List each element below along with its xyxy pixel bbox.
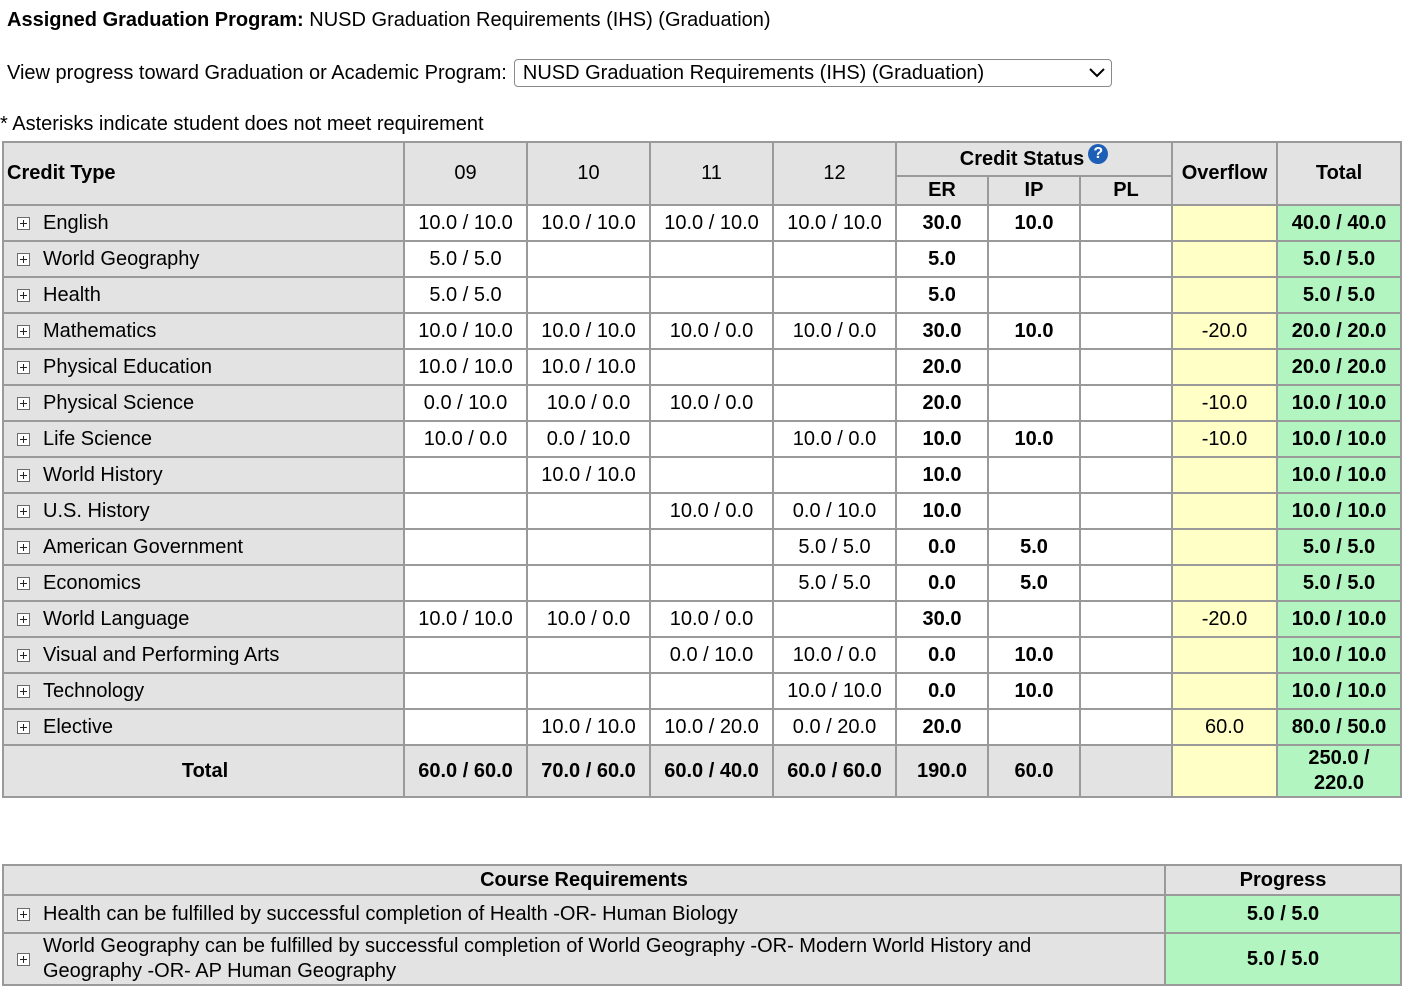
cell-overflow: -10.0 xyxy=(1172,385,1277,421)
cell-g11: 10.0 / 0.0 xyxy=(650,601,773,637)
credit-row xyxy=(3,241,1401,277)
cell-overflow xyxy=(1172,349,1277,385)
cell-g09 xyxy=(404,637,527,673)
cell-g11: 10.0 / 10.0 xyxy=(650,205,773,241)
cell-ip xyxy=(988,709,1080,745)
cell-g11 xyxy=(650,457,773,493)
course-requirements-table xyxy=(2,864,1402,986)
header-ip: IP xyxy=(988,176,1080,205)
plus-box-icon[interactable] xyxy=(17,469,30,482)
credit-type-label: Mathematics xyxy=(43,319,157,342)
cell-ip xyxy=(988,241,1080,277)
credit-row xyxy=(3,349,1401,385)
program-select-value: NUSD Graduation Requirements (IHS) (Graduation) xyxy=(522,61,985,84)
cell-total: 80.0 / 50.0 xyxy=(1277,709,1401,745)
cell-pl xyxy=(1080,565,1172,601)
cell-g12: 10.0 / 0.0 xyxy=(773,637,896,673)
cell-g12 xyxy=(773,385,896,421)
cell-g12: 0.0 / 20.0 xyxy=(773,709,896,745)
cell-g11: 10.0 / 0.0 xyxy=(650,385,773,421)
cell-total: 20.0 / 20.0 xyxy=(1277,349,1401,385)
course-requirement-text-line2: Geography -OR- AP Human Geography xyxy=(43,960,397,982)
plus-box-icon[interactable] xyxy=(17,433,30,446)
total-total-line1: 250.0 / xyxy=(1308,747,1370,769)
cell-g10: 0.0 / 10.0 xyxy=(527,421,650,457)
cell-g10: 10.0 / 10.0 xyxy=(527,709,650,745)
cell-g10 xyxy=(527,673,650,709)
cell-overflow xyxy=(1172,673,1277,709)
credit-type-label: Technology xyxy=(43,679,145,702)
question-circle-icon[interactable]: ? xyxy=(1088,144,1108,164)
credit-row xyxy=(3,205,1401,241)
cell-overflow xyxy=(1172,529,1277,565)
cell-ip xyxy=(988,493,1080,529)
credit-type-label: World Language xyxy=(43,607,190,630)
course-requirement-progress: 5.0 / 5.0 xyxy=(1165,895,1401,933)
header-credit-status xyxy=(896,142,1172,176)
cell-g12: 10.0 / 0.0 xyxy=(773,421,896,457)
credit-type-label: World Geography xyxy=(43,247,200,270)
course-requirement-cell xyxy=(3,933,1165,985)
plus-box-icon[interactable] xyxy=(17,289,30,302)
cell-er: 10.0 xyxy=(896,457,988,493)
cell-ip: 10.0 xyxy=(988,673,1080,709)
credit-type-cell xyxy=(3,529,404,565)
cell-overflow: 60.0 xyxy=(1172,709,1277,745)
cell-g12: 0.0 / 10.0 xyxy=(773,493,896,529)
header-grade-09: 09 xyxy=(404,142,527,205)
credit-type-cell xyxy=(3,385,404,421)
cell-g12: 5.0 / 5.0 xyxy=(773,565,896,601)
credit-type-label: Visual and Performing Arts xyxy=(43,643,280,666)
credit-type-label: Economics xyxy=(43,571,141,594)
cell-pl xyxy=(1080,457,1172,493)
total-g12: 60.0 / 60.0 xyxy=(773,745,896,797)
total-total xyxy=(1277,745,1401,797)
cell-g12 xyxy=(773,241,896,277)
credit-type-label: Physical Science xyxy=(43,391,195,414)
plus-box-icon[interactable] xyxy=(17,908,30,921)
cell-total: 40.0 / 40.0 xyxy=(1277,205,1401,241)
cell-overflow xyxy=(1172,493,1277,529)
cell-overflow: -20.0 xyxy=(1172,601,1277,637)
cell-er: 5.0 xyxy=(896,241,988,277)
cell-er: 0.0 xyxy=(896,637,988,673)
header-course-requirements: Course Requirements xyxy=(3,865,1165,895)
cell-g10: 10.0 / 10.0 xyxy=(527,349,650,385)
cell-overflow xyxy=(1172,565,1277,601)
plus-box-icon[interactable] xyxy=(17,361,30,374)
cell-g09: 10.0 / 10.0 xyxy=(404,313,527,349)
cell-overflow: -20.0 xyxy=(1172,313,1277,349)
cell-g09 xyxy=(404,529,527,565)
cell-g11: 10.0 / 20.0 xyxy=(650,709,773,745)
plus-box-icon[interactable] xyxy=(17,577,30,590)
cell-g12 xyxy=(773,457,896,493)
cell-g11 xyxy=(650,277,773,313)
cell-pl xyxy=(1080,241,1172,277)
cell-g09: 10.0 / 10.0 xyxy=(404,205,527,241)
cell-pl xyxy=(1080,277,1172,313)
cell-g09 xyxy=(404,565,527,601)
total-g10: 70.0 / 60.0 xyxy=(527,745,650,797)
header-grade-11: 11 xyxy=(650,142,773,205)
cell-pl xyxy=(1080,313,1172,349)
cell-er: 30.0 xyxy=(896,313,988,349)
credit-row xyxy=(3,673,1401,709)
course-requirement-row xyxy=(3,895,1401,933)
credit-row xyxy=(3,493,1401,529)
cell-total: 10.0 / 10.0 xyxy=(1277,457,1401,493)
cell-g09 xyxy=(404,457,527,493)
credit-row xyxy=(3,637,1401,673)
cell-g09: 5.0 / 5.0 xyxy=(404,277,527,313)
cell-g10 xyxy=(527,565,650,601)
credit-type-label: World History xyxy=(43,463,163,486)
cell-g11 xyxy=(650,673,773,709)
cell-er: 5.0 xyxy=(896,277,988,313)
plus-box-icon[interactable] xyxy=(17,685,30,698)
cell-er: 20.0 xyxy=(896,349,988,385)
plus-box-icon[interactable] xyxy=(17,505,30,518)
credit-type-cell xyxy=(3,601,404,637)
cell-ip: 10.0 xyxy=(988,313,1080,349)
cell-g09: 10.0 / 0.0 xyxy=(404,421,527,457)
credit-row xyxy=(3,277,1401,313)
cell-g10: 10.0 / 0.0 xyxy=(527,601,650,637)
cell-g12: 5.0 / 5.0 xyxy=(773,529,896,565)
credit-row xyxy=(3,709,1401,745)
cell-total: 10.0 / 10.0 xyxy=(1277,601,1401,637)
cell-total: 5.0 / 5.0 xyxy=(1277,241,1401,277)
cell-pl xyxy=(1080,385,1172,421)
cell-g09 xyxy=(404,673,527,709)
cell-total: 5.0 / 5.0 xyxy=(1277,277,1401,313)
cell-total: 5.0 / 5.0 xyxy=(1277,529,1401,565)
cell-g11 xyxy=(650,421,773,457)
plus-box-icon[interactable] xyxy=(17,325,30,338)
cell-g10: 10.0 / 10.0 xyxy=(527,313,650,349)
cell-g11: 10.0 / 0.0 xyxy=(650,313,773,349)
credit-row xyxy=(3,421,1401,457)
cell-pl xyxy=(1080,349,1172,385)
cell-er: 20.0 xyxy=(896,385,988,421)
cell-er: 10.0 xyxy=(896,493,988,529)
credit-type-cell xyxy=(3,637,404,673)
cell-overflow xyxy=(1172,277,1277,313)
cell-g12: 10.0 / 10.0 xyxy=(773,205,896,241)
chevron-down-icon xyxy=(1089,68,1105,78)
cell-total: 10.0 / 10.0 xyxy=(1277,637,1401,673)
credit-type-label: U.S. History xyxy=(43,499,150,522)
total-label: Total xyxy=(3,745,404,797)
cell-er: 0.0 xyxy=(896,565,988,601)
program-select[interactable] xyxy=(514,59,1112,87)
header-overflow: Overflow xyxy=(1172,142,1277,205)
total-total-line2: 220.0 xyxy=(1313,772,1365,794)
header-er: ER xyxy=(896,176,988,205)
cell-pl xyxy=(1080,673,1172,709)
cell-g11 xyxy=(650,349,773,385)
cell-g10 xyxy=(527,493,650,529)
credit-row xyxy=(3,457,1401,493)
header-credit-type: Credit Type xyxy=(3,142,404,205)
cell-er: 10.0 xyxy=(896,421,988,457)
cell-overflow xyxy=(1172,457,1277,493)
cell-er: 0.0 xyxy=(896,529,988,565)
header-progress: Progress xyxy=(1165,865,1401,895)
plus-box-icon[interactable] xyxy=(17,217,30,230)
credit-type-label: English xyxy=(43,211,109,234)
cell-g12 xyxy=(773,349,896,385)
cell-g11: 10.0 / 0.0 xyxy=(650,493,773,529)
cell-overflow: -10.0 xyxy=(1172,421,1277,457)
credit-type-label: Life Science xyxy=(43,427,152,450)
cell-overflow xyxy=(1172,205,1277,241)
cell-g09 xyxy=(404,493,527,529)
credit-row xyxy=(3,529,1401,565)
cell-ip: 10.0 xyxy=(988,205,1080,241)
cell-g10 xyxy=(527,637,650,673)
asterisk-note: * Asterisks indicate student does not meet requirement xyxy=(0,113,484,135)
cell-g10 xyxy=(527,529,650,565)
credit-type-cell xyxy=(3,457,404,493)
view-progress-line xyxy=(7,58,1112,88)
credit-type-label: Health xyxy=(43,283,101,306)
credit-type-cell xyxy=(3,673,404,709)
cell-ip xyxy=(988,385,1080,421)
cell-ip xyxy=(988,457,1080,493)
total-g09: 60.0 / 60.0 xyxy=(404,745,527,797)
cell-g10: 10.0 / 10.0 xyxy=(527,205,650,241)
plus-box-icon[interactable] xyxy=(17,953,30,966)
total-g11: 60.0 / 40.0 xyxy=(650,745,773,797)
cell-er: 30.0 xyxy=(896,601,988,637)
course-requirement-text: Health can be fulfilled by successful completion of Health -OR- Human Biology xyxy=(43,902,738,925)
cell-g09: 10.0 / 10.0 xyxy=(404,349,527,385)
credit-row xyxy=(3,313,1401,349)
credit-type-cell xyxy=(3,493,404,529)
cell-overflow xyxy=(1172,637,1277,673)
cell-total: 5.0 / 5.0 xyxy=(1277,565,1401,601)
cell-g11 xyxy=(650,565,773,601)
cell-total: 20.0 / 20.0 xyxy=(1277,313,1401,349)
cell-g11 xyxy=(650,529,773,565)
cell-ip xyxy=(988,277,1080,313)
cell-g10: 10.0 / 0.0 xyxy=(527,385,650,421)
cell-pl xyxy=(1080,637,1172,673)
cell-total: 10.0 / 10.0 xyxy=(1277,385,1401,421)
header-credit-status-label: Credit Status xyxy=(959,147,1085,170)
cell-g12 xyxy=(773,277,896,313)
cell-ip: 5.0 xyxy=(988,529,1080,565)
cell-er: 20.0 xyxy=(896,709,988,745)
plus-box-icon[interactable] xyxy=(17,253,30,266)
course-requirement-progress: 5.0 / 5.0 xyxy=(1165,933,1401,985)
header-grade-10: 10 xyxy=(527,142,650,205)
credit-row xyxy=(3,385,1401,421)
cell-ip xyxy=(988,349,1080,385)
cell-ip: 10.0 xyxy=(988,637,1080,673)
cell-pl xyxy=(1080,421,1172,457)
credit-type-cell xyxy=(3,277,404,313)
cell-g09: 10.0 / 10.0 xyxy=(404,601,527,637)
total-pl xyxy=(1080,745,1172,797)
credit-type-label: Elective xyxy=(43,715,114,738)
credit-row xyxy=(3,601,1401,637)
cell-g09 xyxy=(404,709,527,745)
cell-g10 xyxy=(527,241,650,277)
cell-ip: 5.0 xyxy=(988,565,1080,601)
course-requirement-text-line1: World Geography can be fulfilled by successful completion of World Geography -OR- Modern World History and xyxy=(43,935,1032,957)
credit-type-cell xyxy=(3,349,404,385)
assigned-program-line xyxy=(7,9,771,32)
cell-pl xyxy=(1080,709,1172,745)
cell-ip xyxy=(988,601,1080,637)
credit-total-row xyxy=(3,745,1401,797)
credit-type-cell xyxy=(3,565,404,601)
plus-box-icon[interactable] xyxy=(17,613,30,626)
cell-er: 0.0 xyxy=(896,673,988,709)
cell-pl xyxy=(1080,601,1172,637)
course-requirement-cell xyxy=(3,895,1165,933)
plus-box-icon[interactable] xyxy=(17,649,30,662)
header-grade-12: 12 xyxy=(773,142,896,205)
plus-box-icon[interactable] xyxy=(17,721,30,734)
plus-box-icon[interactable] xyxy=(17,541,30,554)
cell-pl xyxy=(1080,529,1172,565)
course-requirement-row xyxy=(3,933,1401,985)
total-overflow xyxy=(1172,745,1277,797)
course-requirement-text xyxy=(43,934,1031,984)
assigned-program-value: NUSD Graduation Requirements (IHS) (Graduation) xyxy=(309,9,771,31)
credit-type-cell xyxy=(3,421,404,457)
cell-pl xyxy=(1080,205,1172,241)
cell-ip: 10.0 xyxy=(988,421,1080,457)
cell-g12: 10.0 / 10.0 xyxy=(773,673,896,709)
header-pl: PL xyxy=(1080,176,1172,205)
credit-table xyxy=(2,141,1402,798)
cell-pl xyxy=(1080,493,1172,529)
cell-total: 10.0 / 10.0 xyxy=(1277,673,1401,709)
cell-g11 xyxy=(650,241,773,277)
cell-g12: 10.0 / 0.0 xyxy=(773,313,896,349)
cell-g10: 10.0 / 10.0 xyxy=(527,457,650,493)
credit-type-cell xyxy=(3,241,404,277)
credit-type-cell xyxy=(3,313,404,349)
view-progress-label: View progress toward Graduation or Academic Program: xyxy=(7,61,507,84)
cell-g11: 0.0 / 10.0 xyxy=(650,637,773,673)
cell-er: 30.0 xyxy=(896,205,988,241)
cell-total: 10.0 / 10.0 xyxy=(1277,493,1401,529)
plus-box-icon[interactable] xyxy=(17,397,30,410)
total-ip: 60.0 xyxy=(988,745,1080,797)
credit-row xyxy=(3,565,1401,601)
total-er: 190.0 xyxy=(896,745,988,797)
cell-total: 10.0 / 10.0 xyxy=(1277,421,1401,457)
cell-g10 xyxy=(527,277,650,313)
credit-type-label: American Government xyxy=(43,535,244,558)
credit-type-cell xyxy=(3,205,404,241)
credit-type-cell xyxy=(3,709,404,745)
header-total: Total xyxy=(1277,142,1401,205)
cell-g12 xyxy=(773,601,896,637)
credit-type-label: Physical Education xyxy=(43,355,212,378)
cell-g09: 5.0 / 5.0 xyxy=(404,241,527,277)
cell-overflow xyxy=(1172,241,1277,277)
assigned-program-label: Assigned Graduation Program: xyxy=(7,9,304,31)
cell-g09: 0.0 / 10.0 xyxy=(404,385,527,421)
